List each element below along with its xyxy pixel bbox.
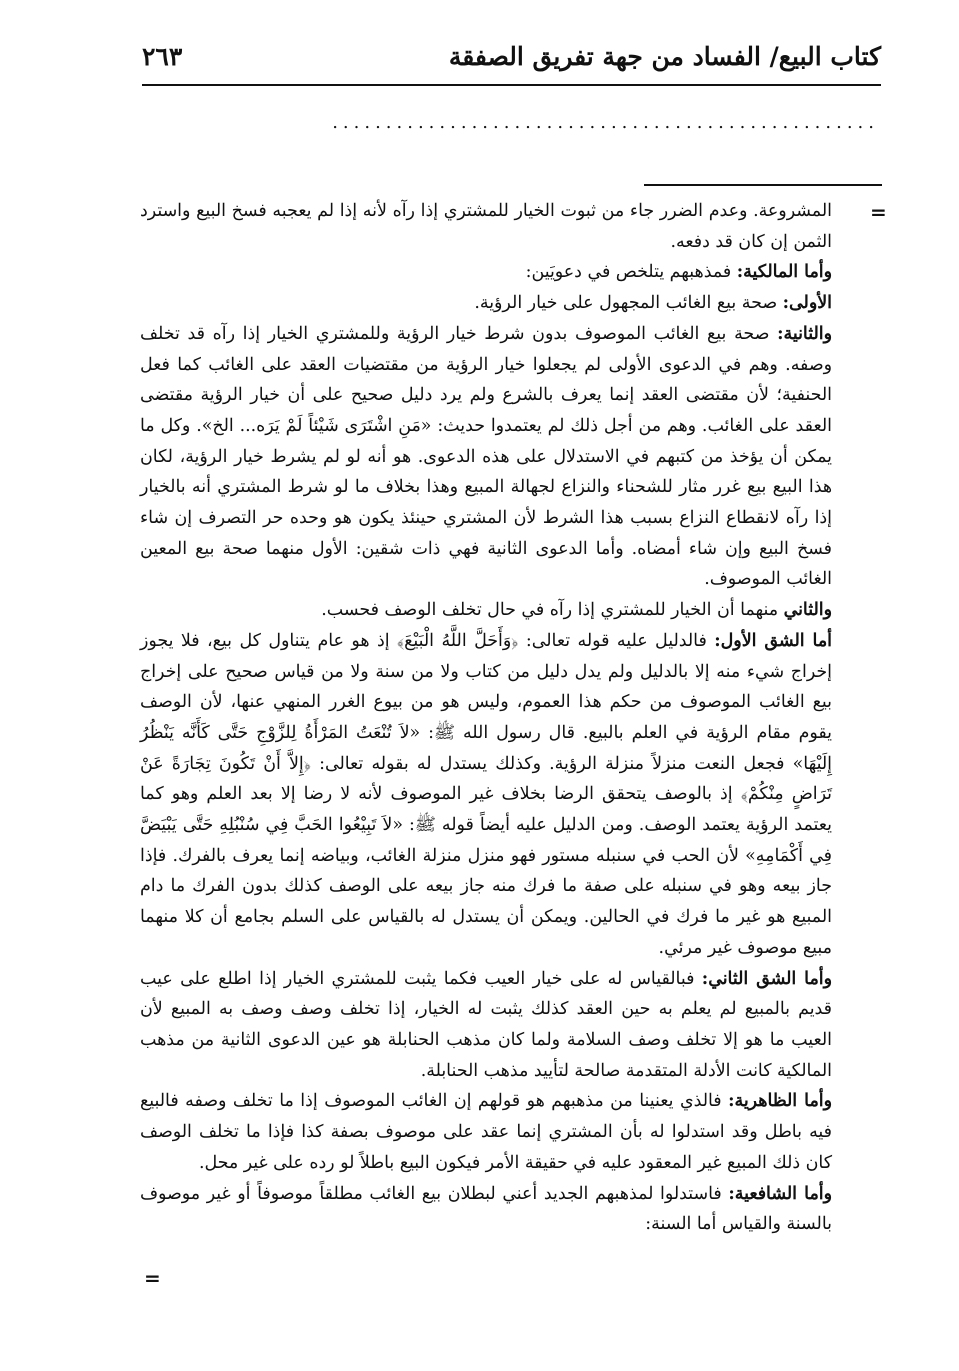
- paragraph-lead: الأولى:: [782, 293, 832, 314]
- paragraph: [140, 964, 832, 1087]
- paragraph-text: فالذي يعنينا من مذهبهم هو قولهم إن الغائب الموصوف إذا ما تخلف وصفه فالبيع فيه باطل وقد استدلوا له بأن المشتري إنما عقد على موصوف بصفة كذا فإذا ما تخلف الوصف كان ذلك المبيع غير المعقود عليه في حقيقة الأمر فيكون البيع باطلاً لو رده على غير محل.: [140, 1091, 832, 1173]
- paragraph-lead: وأما الظاهرية:: [728, 1091, 832, 1112]
- header-rule: [142, 84, 881, 86]
- dotted-separator: ...................................................: [332, 112, 879, 132]
- paragraph: [140, 319, 832, 595]
- paragraph-text: صحة بيع الغائب الموصوف بدون شرط خيار الرؤية وللمشتري الخيار إذا رآه قد تخلف وصفه. وهم في الدعوى الأولى لم يجعلوا خيار الرؤية من مقتضيات العقد على الغائب كما فعل الحنفية؛ لأن مقتضى العقد إنما يعرف بالشرع ولم يرد دليل صحيح على أن خيار الرؤية مقتضى العقد على الغائب. وهم من أجل ذلك لم يعتمدوا حديث: «مَنِ اشْتَرَى شَيْئاً لَمْ يَرَه... الخ». وكل ما يمكن أن يؤخذ من كتبهم في الاستدلال على هذه الدعوى. هو أنه لو لم يشرط خيار الرؤية، لكان هذا البيع بيع غرر مثار للشحناء والنزاع لجهالة المبيع وهذا بخلاف ما لو شرط المشتري أنه بالخيار إذا رآه لانقطاع النزاع بسبب هذا الشرط لأن المشتري حينئذ يكون هو وحده حر التصرف إن شاء فسخ البيع وإن شاء أمضاه. وأما الدعوى الثانية فهي ذات شقين: الأول منهما صحة بيع المعين الغائب الموصوف.: [140, 323, 832, 590]
- paragraph: [140, 1179, 832, 1240]
- continuation-mark-end: =: [144, 1266, 161, 1290]
- footnote-text: [140, 196, 832, 1296]
- running-title: كتاب البيع/ الفساد من جهة تفريق الصفقة: [448, 42, 881, 71]
- paragraph: [140, 595, 832, 626]
- paragraph-lead: وأما المالكية:: [736, 262, 832, 283]
- footnote-rule: [644, 184, 882, 186]
- paragraph-lead: والثانية:: [777, 323, 832, 344]
- paragraph-lead: والثاني: [783, 600, 832, 621]
- paragraph-text: منهما أن الخيار للمشتري إذا رآه في حال تخلف الوصف فحسب.: [321, 600, 784, 621]
- paragraph-text: فالدليل عليه قوله تعالى: ﴿وَأَحَلَّ اللَّهُ الْبَيْعَ﴾ إذ هو عام يتناول كل بيع، فلا يجوز إخراج شيء منه إلا بالدليل ولم يدل دليل من كتاب ولا من سنة ولا من قياس صحيح على إخراج بيع الغائب الموصوف من حكم هذا العموم، وليس هو من بيوع الغرر المنهي عنها، لأن الوصف يقوم مقام الرؤية في العلم بالبيع. قال رسول الله ﷺ: «لاَ تُنْعَتُ المَرْأَةُ لِلزَّوْجِ حَتَّى كَأَنَّه يَنْظُرُ إِلَيْهَا» فجعل النعت منزلاً منزلة الرؤية. وكذلك يستدل له بقوله تعالى: ﴿إِلاَّ أَنْ تَكُونَ تِجَارَةً عَنْ تَرَاضٍ مِنْكُمْ﴾ إذ بالوصف يتحقق الرضا بخلاف غير الموصوف لأنه لا رضا إلا بعد العلم وهو كما يعتمد الرؤية يعتمد الوصف. ومن الدليل عليه أيضاً قوله ﷺ: «لاَ تَبِيْعُوا الحَبَّ فِي سُنْبُلِهِ حَتَّى يَبْيَضَّ فِي أَكْمَامِهِ» لأن الحب في سنبله مستور فهو منزل منزلة الغائب، وبياضه إنما يعرف بالفرك. فإذا جاز بيعه وهو في سنبله على صفة ما فرك منه جاز بيعه على الوصف كذلك بدون الفرك ما دام المبيع هو غير ما فرك في الحالين. ويمكن أن يستدل له بالقياس على السلم بجامع أن كلا منهما مبيع موصوف غير مرئي.: [140, 630, 832, 958]
- paragraph: [140, 196, 832, 257]
- page-number: ٢٦٣: [142, 42, 183, 71]
- page-header: [142, 34, 881, 86]
- paragraph: [140, 1086, 832, 1178]
- paragraph-lead: وأما الشق الثاني:: [701, 968, 832, 989]
- paragraph-text: فبالقياس له على خيار العيب فكما يثبت للمشتري الخيار إذا اطلع على عيب قديم بالمبيع لم يعلم به حين العقد كذلك يثبت له الخيار، إذا تخلف وصف وصف به المبيع لأن العيب ما هو إلا تخلف وصف السلامة ولما كان مذهب الحنابلة هو عين الدعوى الثانية من مذهب المالكية كانت الأدلة المتقدمة صالحة لتأييد مذهب الحنابلة.: [140, 968, 832, 1081]
- paragraph-text: المشروعة. وعدم الضرر جاء من ثبوت الخيار للمشتري إذا رآه لأنه إذا لم يعجبه فسخ البيع واسترد الثمن إن كان قد دفعه.: [140, 201, 832, 252]
- continuation-mark-start: =: [870, 200, 887, 224]
- paragraph-lead: أما الشق الأول:: [714, 630, 832, 651]
- paragraph-text: فاستدلوا لمذهبهم الجديد أعني لبطلان بيع الغائب مطلقاً موصوفاً أو غير موصوف بالسنة والقياس أما السنة:: [140, 1183, 832, 1235]
- paragraph: [140, 288, 832, 319]
- paragraph-text: صحة بيع الغائب المجهول على خيار الرؤية.: [474, 293, 783, 314]
- paragraph-lead: وأما الشافعية:: [728, 1183, 832, 1204]
- paragraph-text: فمذهبهم يتلخص في دعويَين:: [525, 262, 737, 283]
- paragraph: [140, 257, 832, 288]
- paragraph: [140, 626, 832, 964]
